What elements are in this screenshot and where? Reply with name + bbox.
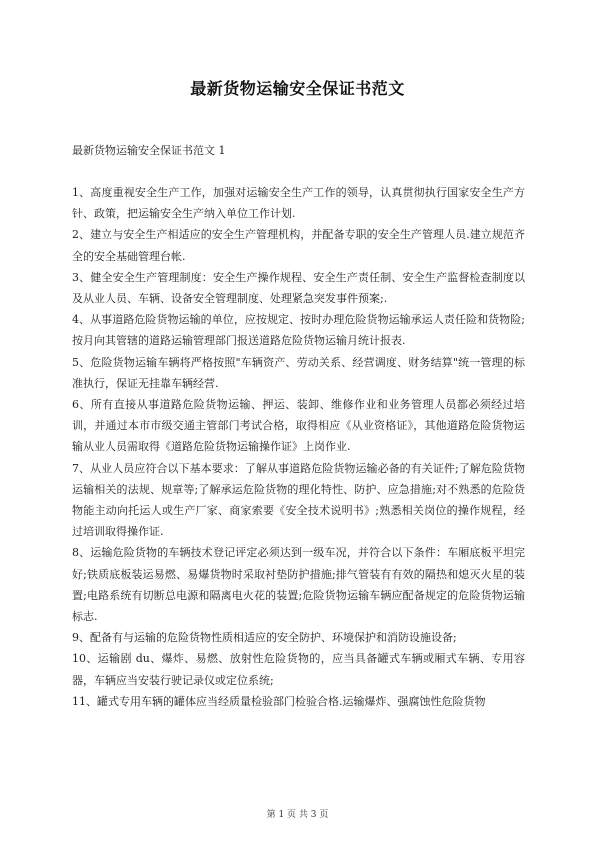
paragraph-5: 5、危险货物运输车辆将严格按照"车辆资产、劳动关系、经营调度、财务结算"统一管理的标准执行，保证无挂靠车辆经营.	[72, 355, 525, 390]
paragraph-3: 3、健全安全生产管理制度：安全生产操作规程、安全生产责任制、安全生产监督检查制度以及从业人员、车辆、设备安全管理制度、处理紧急突发事件预案;.	[72, 270, 525, 306]
paragraph-8: 8、运输危险货物的车辆技术登记评定必须达到一级车况，并符合以下条件：车厢底板平坦完好;铁质底板装运易燃、易爆货物时采取衬垫防护措施;排气管装有有效的隔热和熄灭火星的装置;电路系统有切断总电源和隔离电火花的装置;危险货物运输车辆应配备规定的危险货物运输标志.	[72, 546, 525, 624]
section-subtitle: 最新货物运输安全保证书范文 1	[72, 144, 226, 157]
paragraph-11: 11、罐式专用车辆的罐体应当经质量检验部门检验合格.运输爆炸、强腐蚀性危险货物	[72, 694, 486, 708]
page-title: 最新货物运输安全保证书范文	[190, 79, 405, 98]
paragraph-1: 1、高度重视安全生产工作，加强对运输安全生产工作的领导，认真贯彻执行国家安全生产方针、政策，把运输安全生产纳入单位工作计划.	[72, 186, 525, 221]
page-footer: 第 1 页 共 3 页	[266, 810, 329, 820]
paragraph-9: 9、配备有与运输的危险货物性质相适应的安全防护、环境保护和消防设施设备;	[72, 631, 457, 645]
paragraph-10: 10、运输剧 du、爆炸、易燃、放射性危险货物的，应当具备罐式车辆或厢式车辆、专用容器，车辆应当安装行驶记录仪或定位系统;	[72, 652, 525, 687]
paragraph-7: 7、从业人员应符合以下基本要求：了解从事道路危险货物运输必备的有关证件;了解危险货物运输相关的法规、规章等;了解承运危险货物的理化特性、防护、应急措施;对不熟悉的危险货物能主动向托运人或生产厂家、商家索要《安全技术说明书》;熟悉相关岗位的操作规程，经过培训取得操作证.	[72, 461, 525, 539]
paragraph-2: 2、建立与安全生产相适应的安全生产管理机构，并配备专职的安全生产管理人员.建立规范齐全的安全基础管理台帐.	[72, 228, 525, 263]
paragraph-6: 6、所有直接从事道路危险货物运输、押运、装卸、维修作业和业务管理人员都必须经过培训，并通过本市市级交通主管部门考试合格，取得相应《从业资格证》，其他道路危险货物运输从业人员需取得《道路危险货物运输操作证》上岗作业.	[72, 398, 525, 454]
document-body	[72, 182, 525, 712]
paragraph-4: 4、从事道路危险货物运输的单位，应按规定、按时办理危险货物运输承运人责任险和货物险;按月向其管辖的道路运输管理部门报送道路危险货物运输月统计报表.	[72, 313, 525, 348]
